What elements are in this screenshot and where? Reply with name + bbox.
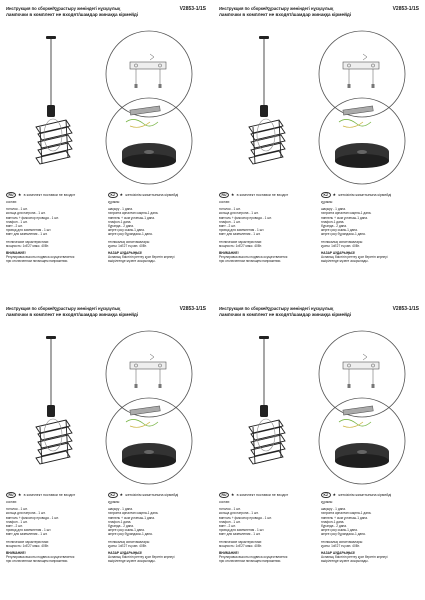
kz-warning-line: Аспаның биіктігін реттеу қуат беретін кернеуі xyxy=(321,555,388,560)
ru-item: винтоль + фиксатор провода - 1 шт. xyxy=(6,215,59,220)
ru-item: плафон - 1 шт. xyxy=(6,219,28,224)
ru-column xyxy=(219,200,317,264)
title-text: Инструкция по сборке/Құрастыру жөніндегі нұсқаулық xyxy=(219,306,334,311)
bulbs-note: лампочки в комплект не входят/шамдар жинаққа кірмейді xyxy=(6,312,139,317)
kz-item: плафон-1 дана. xyxy=(321,519,345,524)
ru-item: винт для заземления - 1 шт. xyxy=(219,532,261,537)
ru-badge: RU xyxy=(6,192,16,198)
ru-section-title: состав: xyxy=(6,500,17,504)
bulbs-note: лампочки в комплект не входят/шамдар жинаққа кірмейді xyxy=(219,312,352,317)
ru-item: плафон - 1 шт. xyxy=(219,519,241,524)
canopy-detail-drawing xyxy=(106,98,192,184)
bracket-detail-drawing xyxy=(319,331,405,417)
notice-kz xyxy=(108,492,178,498)
kz-item: ниппель + сым ұстағыш-1 дана. xyxy=(108,515,155,520)
ru-column xyxy=(6,200,104,264)
kz-item: бұранда - 2 дана. xyxy=(321,524,347,529)
ru-section-title: состав: xyxy=(6,200,17,204)
kz-column xyxy=(321,200,419,264)
kz-tech-value: қуаты: 1xE27 ең көп. 40Вт. xyxy=(321,543,360,548)
ru-tech-value: мощность: 1xE27 макс. 40Вт. xyxy=(219,243,262,248)
ru-tech-title: технические характеристики: xyxy=(6,539,50,544)
ru-item: кольца для патрона - 1 шт. xyxy=(6,511,46,516)
kz-tech-title: техникалық сипаттамалары: xyxy=(321,239,363,244)
kz-warning-line: өшірілгенде жүзеге асырылады. xyxy=(108,259,156,264)
ru-badge: RU xyxy=(6,492,16,498)
ru-item: кольца для патрона - 1 шт. xyxy=(6,211,46,216)
bulbs-note: лампочки в комплект не входят/шамдар жинаққа кірмейді xyxy=(6,12,139,17)
ru-warning-line: Регулировка высоты подвеса осуществляется xyxy=(219,255,288,260)
notice-ru xyxy=(6,492,75,498)
kz-tech-value: қуаты: 1xE27 ең көп. 40Вт. xyxy=(108,543,147,548)
notice-ru xyxy=(219,492,288,498)
bracket-detail-drawing xyxy=(319,31,405,117)
assembly-illustration xyxy=(2,302,210,502)
kz-warning-title: НАЗАР АУДАРЫҢЫЗ! xyxy=(321,251,356,256)
ru-warning-line: Регулировка высоты подвеса осуществляется xyxy=(219,555,288,560)
kz-item: шақыру - 1 дана. xyxy=(321,507,346,512)
kz-item: жерге қосу сымы-1 дана. xyxy=(321,228,358,233)
title-text: Инструкция по сборке/Құрастыру жөніндегі нұсқаулық xyxy=(6,6,121,11)
canopy-detail-drawing xyxy=(106,398,192,484)
notice-kz-text: жеткізілім жиынтығына кірмейді xyxy=(338,493,392,498)
ru-item: винт - 2 шт. xyxy=(6,224,23,229)
kz-item: жерге қосу бұрандасы-1 дана. xyxy=(108,232,153,237)
ru-item: винт для заземления - 1 шт. xyxy=(219,232,261,237)
kz-item: шақыру - 1 дана. xyxy=(321,207,346,212)
kz-warning-line: өшірілгенде жүзеге асырылады. xyxy=(108,559,156,564)
model-number: V2853-1/1S xyxy=(179,6,206,12)
pendant-lamp-drawing xyxy=(36,36,72,164)
ru-warning-title: ВНИМАНИЕ! xyxy=(219,551,239,556)
kz-column xyxy=(108,500,206,564)
ru-item: винтоль + фиксатор провода - 1 шт. xyxy=(219,515,272,520)
kz-warning-line: Аспаның биіктігін реттеу қуат беретін кернеуі xyxy=(108,255,175,260)
ru-item: винт для заземления - 1 шт. xyxy=(6,232,48,237)
kz-tech-title: техникалық сипаттамалары: xyxy=(108,539,150,544)
ru-tech-title: технические характеристики: xyxy=(219,239,263,244)
ru-warning-title: ВНИМАНИЕ! xyxy=(6,251,26,256)
bracket-detail-drawing xyxy=(106,331,192,417)
kz-item: ниппель + сым ұстағыш-1 дана. xyxy=(321,215,368,220)
kz-item: бұранда - 2 дана. xyxy=(108,524,134,529)
kz-item: жерге қосу сымы-1 дана. xyxy=(321,528,358,533)
notice-kz xyxy=(321,192,391,198)
kz-item: шақыру - 1 дана. xyxy=(108,507,133,512)
kz-item: плафон-1 дана. xyxy=(108,519,132,524)
bulbs-note: лампочки в комплект не входят/шамдар жинаққа кірмейді xyxy=(219,12,352,17)
kz-item: плафон-1 дана. xyxy=(321,219,345,224)
notice-ru-text: в комплект поставки не входит xyxy=(236,193,289,198)
ru-warning-line: при отключенном питающем напряжении. xyxy=(6,559,69,564)
ru-warning-line: Регулировка высоты подвеса осуществляется xyxy=(6,555,75,560)
kz-item: шақыру - 1 дана. xyxy=(108,207,133,212)
ru-tech-value: мощность: 1xE27 макс. 40Вт. xyxy=(6,543,49,548)
ru-item: кольца для патрона - 1 шт. xyxy=(219,211,259,216)
ru-item: провод для заземления - 1 шт. xyxy=(219,228,265,233)
title-text: Инструкция по сборке/Құрастыру жөніндегі нұсқаулық xyxy=(219,6,334,11)
assembly-illustration xyxy=(215,302,423,502)
ru-item: винт - 2 шт. xyxy=(6,524,23,529)
instruction-sheet xyxy=(215,2,423,298)
ru-item: плафон - 1 шт. xyxy=(6,519,28,524)
ru-item: потолок - 1 шт. xyxy=(6,507,28,512)
kz-item: ниппель + сым ұстағыш-1 дана. xyxy=(321,515,368,520)
kz-badge: KZ xyxy=(321,492,331,498)
model-number: V2853-1/1S xyxy=(392,306,419,312)
ru-warning-line: Регулировка высоты подвеса осуществляется xyxy=(6,255,75,260)
canopy-detail-drawing xyxy=(319,398,405,484)
star-icon: ★ xyxy=(119,192,124,198)
ru-warning-line: при отключенном питающем напряжении. xyxy=(219,259,282,264)
star-icon: ★ xyxy=(230,492,235,498)
ru-item: потолок - 1 шт. xyxy=(219,207,241,212)
notice-kz-text: жеткізілім жиынтығына кірмейді xyxy=(125,493,179,498)
kz-item: патронға арналған сақина-1 дана. xyxy=(108,211,159,216)
model-number: V2853-1/1S xyxy=(179,306,206,312)
kz-column xyxy=(321,500,419,564)
ru-item: винт для заземления - 1 шт. xyxy=(6,532,48,537)
bracket-detail-drawing xyxy=(106,31,192,117)
kz-section-title: құрамы: xyxy=(108,500,120,504)
star-icon: ★ xyxy=(230,192,235,198)
notice-kz-text: жеткізілім жиынтығына кірмейді xyxy=(338,193,392,198)
ru-tech-title: технические характеристики: xyxy=(6,239,50,244)
pendant-lamp-drawing xyxy=(36,336,72,464)
ru-section-title: состав: xyxy=(219,200,230,204)
title-text: Инструкция по сборке/Құрастыру жөніндегі нұсқаулық xyxy=(6,306,121,311)
ru-item: потолок - 1 шт. xyxy=(219,507,241,512)
ru-item: провод для заземления - 1 шт. xyxy=(6,228,52,233)
kz-item: патронға арналған сақина-1 дана. xyxy=(321,511,372,516)
kz-item: бұранда - 2 дана. xyxy=(321,224,347,229)
kz-item: жерге қосу сымы-1 дана. xyxy=(108,228,145,233)
model-number: V2853-1/1S xyxy=(392,6,419,12)
pendant-lamp-drawing xyxy=(249,336,285,464)
kz-item: патронға арналған сақина-1 дана. xyxy=(321,211,372,216)
kz-tech-title: техникалық сипаттамалары: xyxy=(321,539,363,544)
kz-warning-title: НАЗАР АУДАРЫҢЫЗ! xyxy=(108,251,143,256)
notice-ru xyxy=(219,192,288,198)
ru-item: винтоль + фиксатор провода - 1 шт. xyxy=(219,215,272,220)
kz-warning-title: НАЗАР АУДАРЫҢЫЗ! xyxy=(321,551,356,556)
ru-tech-value: мощность: 1xE27 макс. 40Вт. xyxy=(6,243,49,248)
ru-item: плафон - 1 шт. xyxy=(219,219,241,224)
kz-badge: KZ xyxy=(108,192,118,198)
kz-item: жерге қосу сымы-1 дана. xyxy=(108,528,145,533)
ru-item: потолок - 1 шт. xyxy=(6,207,28,212)
ru-tech-title: технические характеристики: xyxy=(219,539,263,544)
ru-badge: RU xyxy=(219,192,229,198)
ru-warning-title: ВНИМАНИЕ! xyxy=(219,251,239,256)
ru-badge: RU xyxy=(219,492,229,498)
kz-item: жерге қосу бұрандасы-1 дана. xyxy=(321,532,366,537)
ru-column xyxy=(6,500,104,564)
kz-warning-line: Аспаның биіктігін реттеу қуат беретін кернеуі xyxy=(108,555,175,560)
ru-item: винт - 2 шт. xyxy=(219,224,236,229)
star-icon: ★ xyxy=(17,492,22,498)
kz-column xyxy=(108,200,206,264)
kz-item: плафон-1 дана. xyxy=(108,219,132,224)
star-icon: ★ xyxy=(17,192,22,198)
kz-tech-value: қуаты: 1xE27 ең көп. 40Вт. xyxy=(108,243,147,248)
notice-ru-text: в комплект поставки не входит xyxy=(236,493,289,498)
ru-item: винтоль + фиксатор провода - 1 шт. xyxy=(6,515,59,520)
ru-warning-line: при отключенном питающем напряжении. xyxy=(6,259,69,264)
kz-tech-title: техникалық сипаттамалары: xyxy=(108,239,150,244)
ru-section-title: состав: xyxy=(219,500,230,504)
pendant-lamp-drawing xyxy=(249,36,285,164)
notice-ru xyxy=(6,192,75,198)
kz-badge: KZ xyxy=(108,492,118,498)
ru-item: винт - 2 шт. xyxy=(219,524,236,529)
notice-kz-text: жеткізілім жиынтығына кірмейді xyxy=(125,193,179,198)
kz-item: жерге қосу бұрандасы-1 дана. xyxy=(321,232,366,237)
instruction-sheet xyxy=(2,302,210,598)
kz-tech-value: қуаты: 1xE27 ең көп. 40Вт. xyxy=(321,243,360,248)
notice-kz xyxy=(321,492,391,498)
kz-warning-title: НАЗАР АУДАРЫҢЫЗ! xyxy=(108,551,143,556)
ru-item: провод для заземления - 1 шт. xyxy=(219,528,265,533)
kz-warning-line: өшірілгенде жүзеге асырылады. xyxy=(321,559,369,564)
kz-item: жерге қосу бұрандасы-1 дана. xyxy=(108,532,153,537)
kz-warning-line: өшірілгенде жүзеге асырылады. xyxy=(321,259,369,264)
assembly-illustration xyxy=(215,2,423,202)
star-icon: ★ xyxy=(332,192,337,198)
star-icon: ★ xyxy=(332,492,337,498)
assembly-illustration xyxy=(2,2,210,202)
kz-item: ниппель + сым ұстағыш-1 дана. xyxy=(108,215,155,220)
notice-ru-text: в комплект поставки не входит xyxy=(23,493,76,498)
ru-item: провод для заземления - 1 шт. xyxy=(6,528,52,533)
ru-tech-value: мощность: 1xE27 макс. 40Вт. xyxy=(219,543,262,548)
kz-badge: KZ xyxy=(321,192,331,198)
kz-section-title: құрамы: xyxy=(321,200,333,204)
ru-item: кольца для патрона - 1 шт. xyxy=(219,511,259,516)
kz-item: патронға арналған сақина-1 дана. xyxy=(108,511,159,516)
ru-warning-title: ВНИМАНИЕ! xyxy=(6,551,26,556)
star-icon: ★ xyxy=(119,492,124,498)
ru-warning-line: при отключенном питающем напряжении. xyxy=(219,559,282,564)
notice-kz xyxy=(108,192,178,198)
kz-section-title: құрамы: xyxy=(108,200,120,204)
canopy-detail-drawing xyxy=(319,98,405,184)
kz-item: бұранда - 2 дана. xyxy=(108,224,134,229)
ru-column xyxy=(219,500,317,564)
instruction-sheet xyxy=(215,302,423,598)
kz-section-title: құрамы: xyxy=(321,500,333,504)
kz-warning-line: Аспаның биіктігін реттеу қуат беретін кернеуі xyxy=(321,255,388,260)
notice-ru-text: в комплект поставки не входит xyxy=(23,193,76,198)
instruction-sheet xyxy=(2,2,210,298)
